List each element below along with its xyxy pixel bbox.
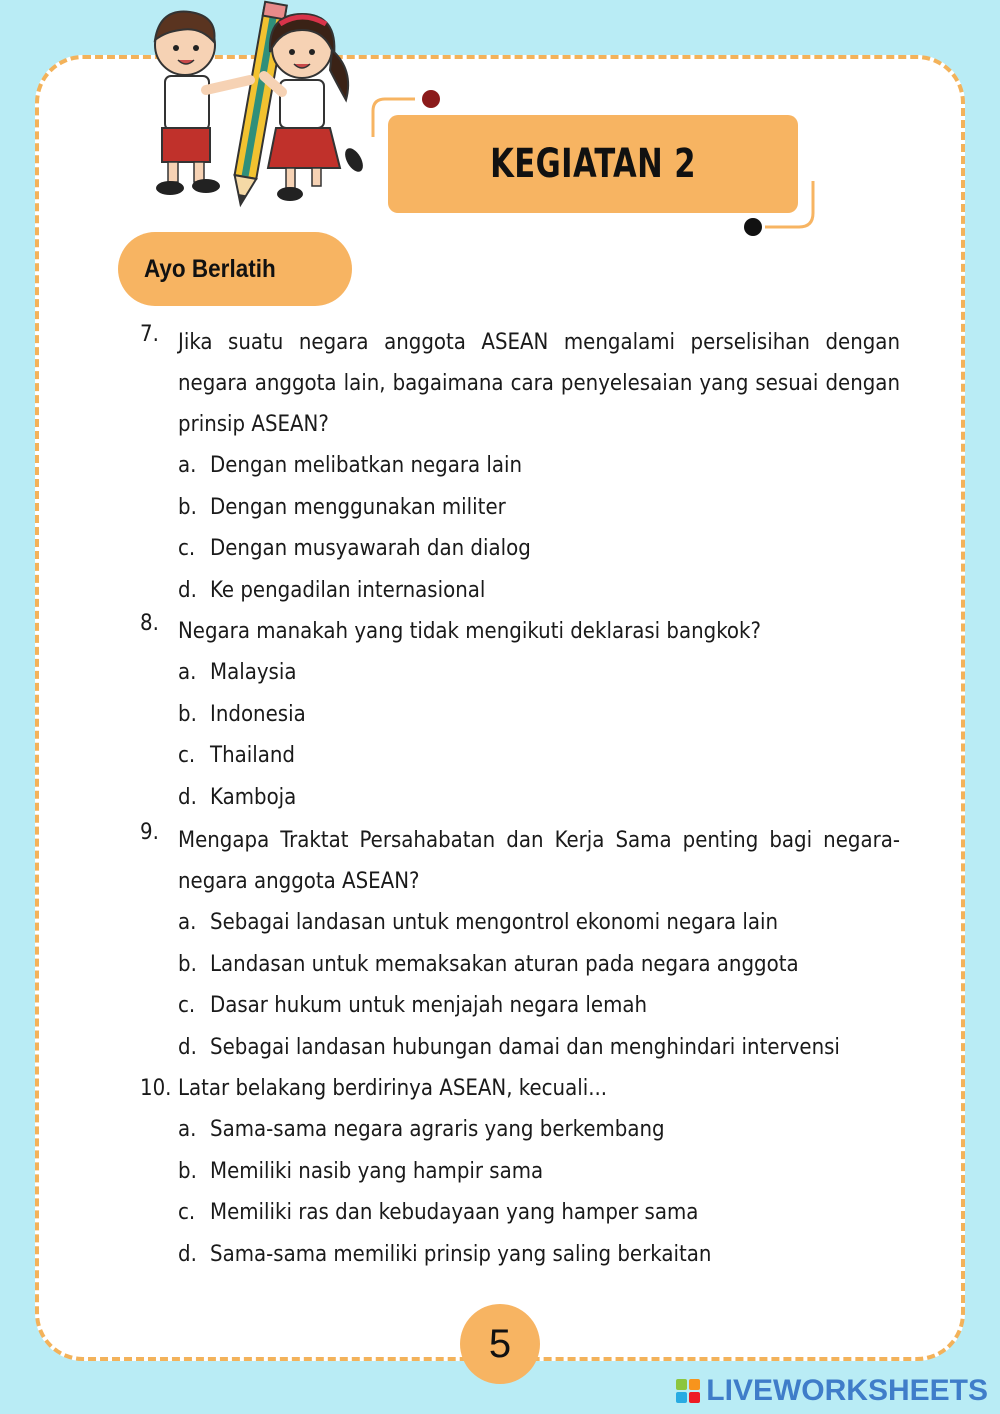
option-text: Indonesia <box>210 701 306 727</box>
option-item[interactable] <box>140 694 900 736</box>
section-title: Ayo Berlatih <box>144 254 276 283</box>
question-text: Negara manakah yang tidak mengikuti deklarasi bangkok? <box>178 619 761 644</box>
question-text: Jika suatu negara anggota ASEAN mengalami perselisihan dengan negara anggota lain, bagaimana cara penyelesaian yang sesuai dengan prinsip ASEAN? <box>178 330 900 437</box>
option-text: Memiliki nasib yang hampir sama <box>210 1158 544 1184</box>
question-text: Mengapa Traktat Persahabatan dan Kerja Sama penting bagi negara-negara anggota ASEAN? <box>178 828 900 894</box>
question-list <box>140 322 900 1275</box>
option-letter: c. <box>178 536 196 561</box>
question-number: 7. <box>140 322 159 347</box>
option-text: Landasan untuk memaksakan aturan pada negara anggota <box>210 951 799 977</box>
option-text: Memiliki ras dan kebudayaan yang hamper sama <box>210 1200 699 1225</box>
brand-logo <box>676 1374 988 1408</box>
section-pill <box>118 232 352 306</box>
option-letter: c. <box>178 993 196 1018</box>
activity-title-box <box>388 115 798 213</box>
option-text: Dasar hukum untuk menjajah negara lemah <box>210 993 648 1018</box>
option-item[interactable] <box>140 944 900 986</box>
question-10 <box>140 1068 900 1109</box>
page-title: KEGIATAN 2 <box>490 141 696 187</box>
brand-name: LIVEWORKSHEETS <box>706 1374 988 1407</box>
option-letter: a. <box>178 453 197 478</box>
option-item[interactable] <box>140 487 900 529</box>
option-letter: b. <box>178 494 197 520</box>
kids-pencil-illustration <box>140 0 380 215</box>
option-item[interactable] <box>140 528 900 570</box>
option-letter: b. <box>178 701 197 727</box>
option-item[interactable] <box>140 902 900 944</box>
option-letter: d. <box>178 784 197 810</box>
option-item[interactable] <box>140 1109 900 1151</box>
option-text: Kamboja <box>210 784 297 810</box>
option-text: Dengan musyawarah dan dialog <box>210 536 531 561</box>
option-letter: b. <box>178 951 197 977</box>
option-text: Malaysia <box>210 660 297 685</box>
option-letter: a. <box>178 660 197 685</box>
option-item[interactable] <box>140 985 900 1027</box>
question-number: 8. <box>140 611 159 636</box>
option-letter: c. <box>178 743 196 768</box>
page-number: 5 <box>460 1304 540 1384</box>
option-item[interactable] <box>140 570 900 612</box>
option-text: Dengan melibatkan negara lain <box>210 453 523 478</box>
option-text: Ke pengadilan internasional <box>210 577 486 603</box>
liveworksheets-logo-icon <box>676 1379 700 1403</box>
question-9 <box>140 820 900 902</box>
option-letter: c. <box>178 1200 196 1225</box>
question-8 <box>140 611 900 652</box>
option-letter: d. <box>178 577 197 603</box>
option-letter: d. <box>178 1034 197 1060</box>
option-item[interactable] <box>140 777 900 819</box>
option-letter: b. <box>178 1158 197 1184</box>
option-text: Sebagai landasan untuk mengontrol ekonomi negara lain <box>210 910 779 935</box>
option-letter: d. <box>178 1241 197 1267</box>
option-letter: a. <box>178 1117 197 1142</box>
option-item[interactable] <box>140 652 900 694</box>
option-item[interactable] <box>140 1151 900 1193</box>
option-item[interactable] <box>140 1192 900 1234</box>
option-item[interactable] <box>140 735 900 777</box>
option-text: Thailand <box>210 743 296 768</box>
option-item[interactable] <box>140 1234 900 1276</box>
option-text: Sama-sama memiliki prinsip yang saling berkaitan <box>210 1241 712 1267</box>
option-text: Sama-sama negara agraris yang berkembang <box>210 1117 665 1142</box>
question-7 <box>140 322 900 445</box>
option-item[interactable] <box>140 1027 900 1069</box>
option-letter: a. <box>178 910 197 935</box>
option-text: Sebagai landasan hubungan damai dan menghindari intervensi <box>210 1034 840 1060</box>
option-item[interactable] <box>140 445 900 487</box>
option-text: Dengan menggunakan militer <box>210 494 506 520</box>
question-number: 10. <box>140 1076 172 1101</box>
question-number: 9. <box>140 820 159 845</box>
question-text: Latar belakang berdirinya ASEAN, kecuali... <box>178 1076 608 1101</box>
